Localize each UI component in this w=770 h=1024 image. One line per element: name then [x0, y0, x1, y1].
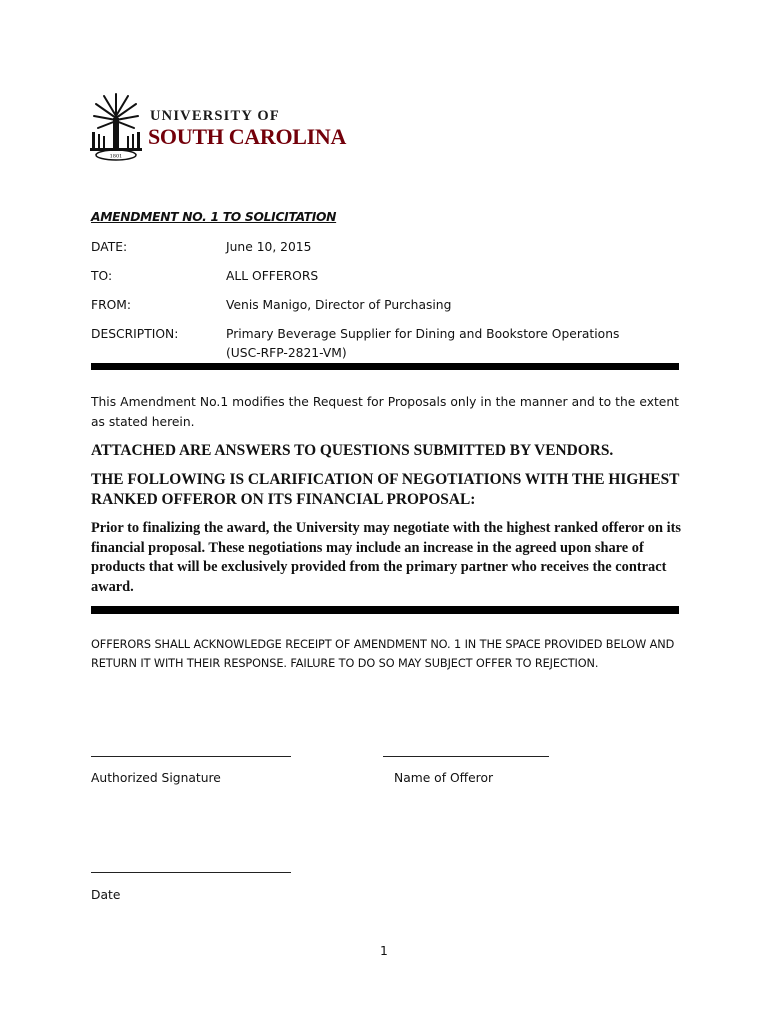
divider-bar-2 [91, 606, 679, 614]
date-label: DATE: [91, 240, 128, 254]
to-label: TO: [91, 269, 113, 283]
acknowledge-notice: OFFERORS SHALL ACKNOWLEDGE RECEIPT OF AMENDMENT NO. 1 IN THE SPACE PROVIDED BELOW AND RETURN IT WITH THEIR RESPONSE. FAILURE TO DO SO MAY SUBJECT OFFER TO REJECTION. [91, 638, 675, 670]
offeror-name-line[interactable] [383, 756, 549, 757]
divider-bar [91, 363, 679, 370]
logo-south-carolina: SOUTH CAROLINA [148, 124, 347, 149]
description-value: Primary Beverage Supplier for Dining and Bookstore Operations [226, 327, 620, 341]
heading-answers: ATTACHED ARE ANSWERS TO QUESTIONS SUBMITTED BY VENDORS. [91, 442, 614, 459]
from-value: Venis Manigo, Director of Purchasing [226, 298, 452, 312]
from-label: FROM: [91, 298, 132, 312]
intro-paragraph: This Amendment No.1 modifies the Request for Proposals only in the manner and to the extent as stated herein. [91, 395, 679, 429]
logo-university-of: UNIVERSITY OF [150, 108, 280, 124]
date-value: June 10, 2015 [226, 240, 312, 254]
negotiation-paragraph: Prior to finalizing the award, the University may negotiate with the highest ranked offeror on its financial proposal. These negotiations may include an increase in the agreed upon share of products that will be exclusively provided from the primary partner who receives the contract award. [91, 520, 681, 595]
authorized-signature-label: Authorized Signature [91, 771, 221, 785]
to-value: ALL OFFERORS [226, 269, 319, 283]
svg-text:1801: 1801 [109, 153, 123, 160]
description-rfp-number: (USC-RFP-2821-VM) [226, 346, 347, 360]
date-line[interactable] [91, 872, 291, 873]
palmetto-seal-icon [88, 88, 144, 168]
page-number: 1 [380, 944, 388, 958]
amendment-title: AMENDMENT NO. 1 TO SOLICITATION [91, 210, 337, 224]
heading-clarification: THE FOLLOWING IS CLARIFICATION OF NEGOTIATIONS WITH THE HIGHEST RANKED OFFEROR ON ITS FINANCIAL PROPOSAL: [91, 471, 680, 508]
offeror-name-label: Name of Offeror [394, 771, 494, 785]
signature-line[interactable] [91, 756, 291, 757]
date-signature-label: Date [91, 888, 121, 902]
description-label: DESCRIPTION: [91, 327, 179, 341]
university-logo [88, 88, 348, 168]
